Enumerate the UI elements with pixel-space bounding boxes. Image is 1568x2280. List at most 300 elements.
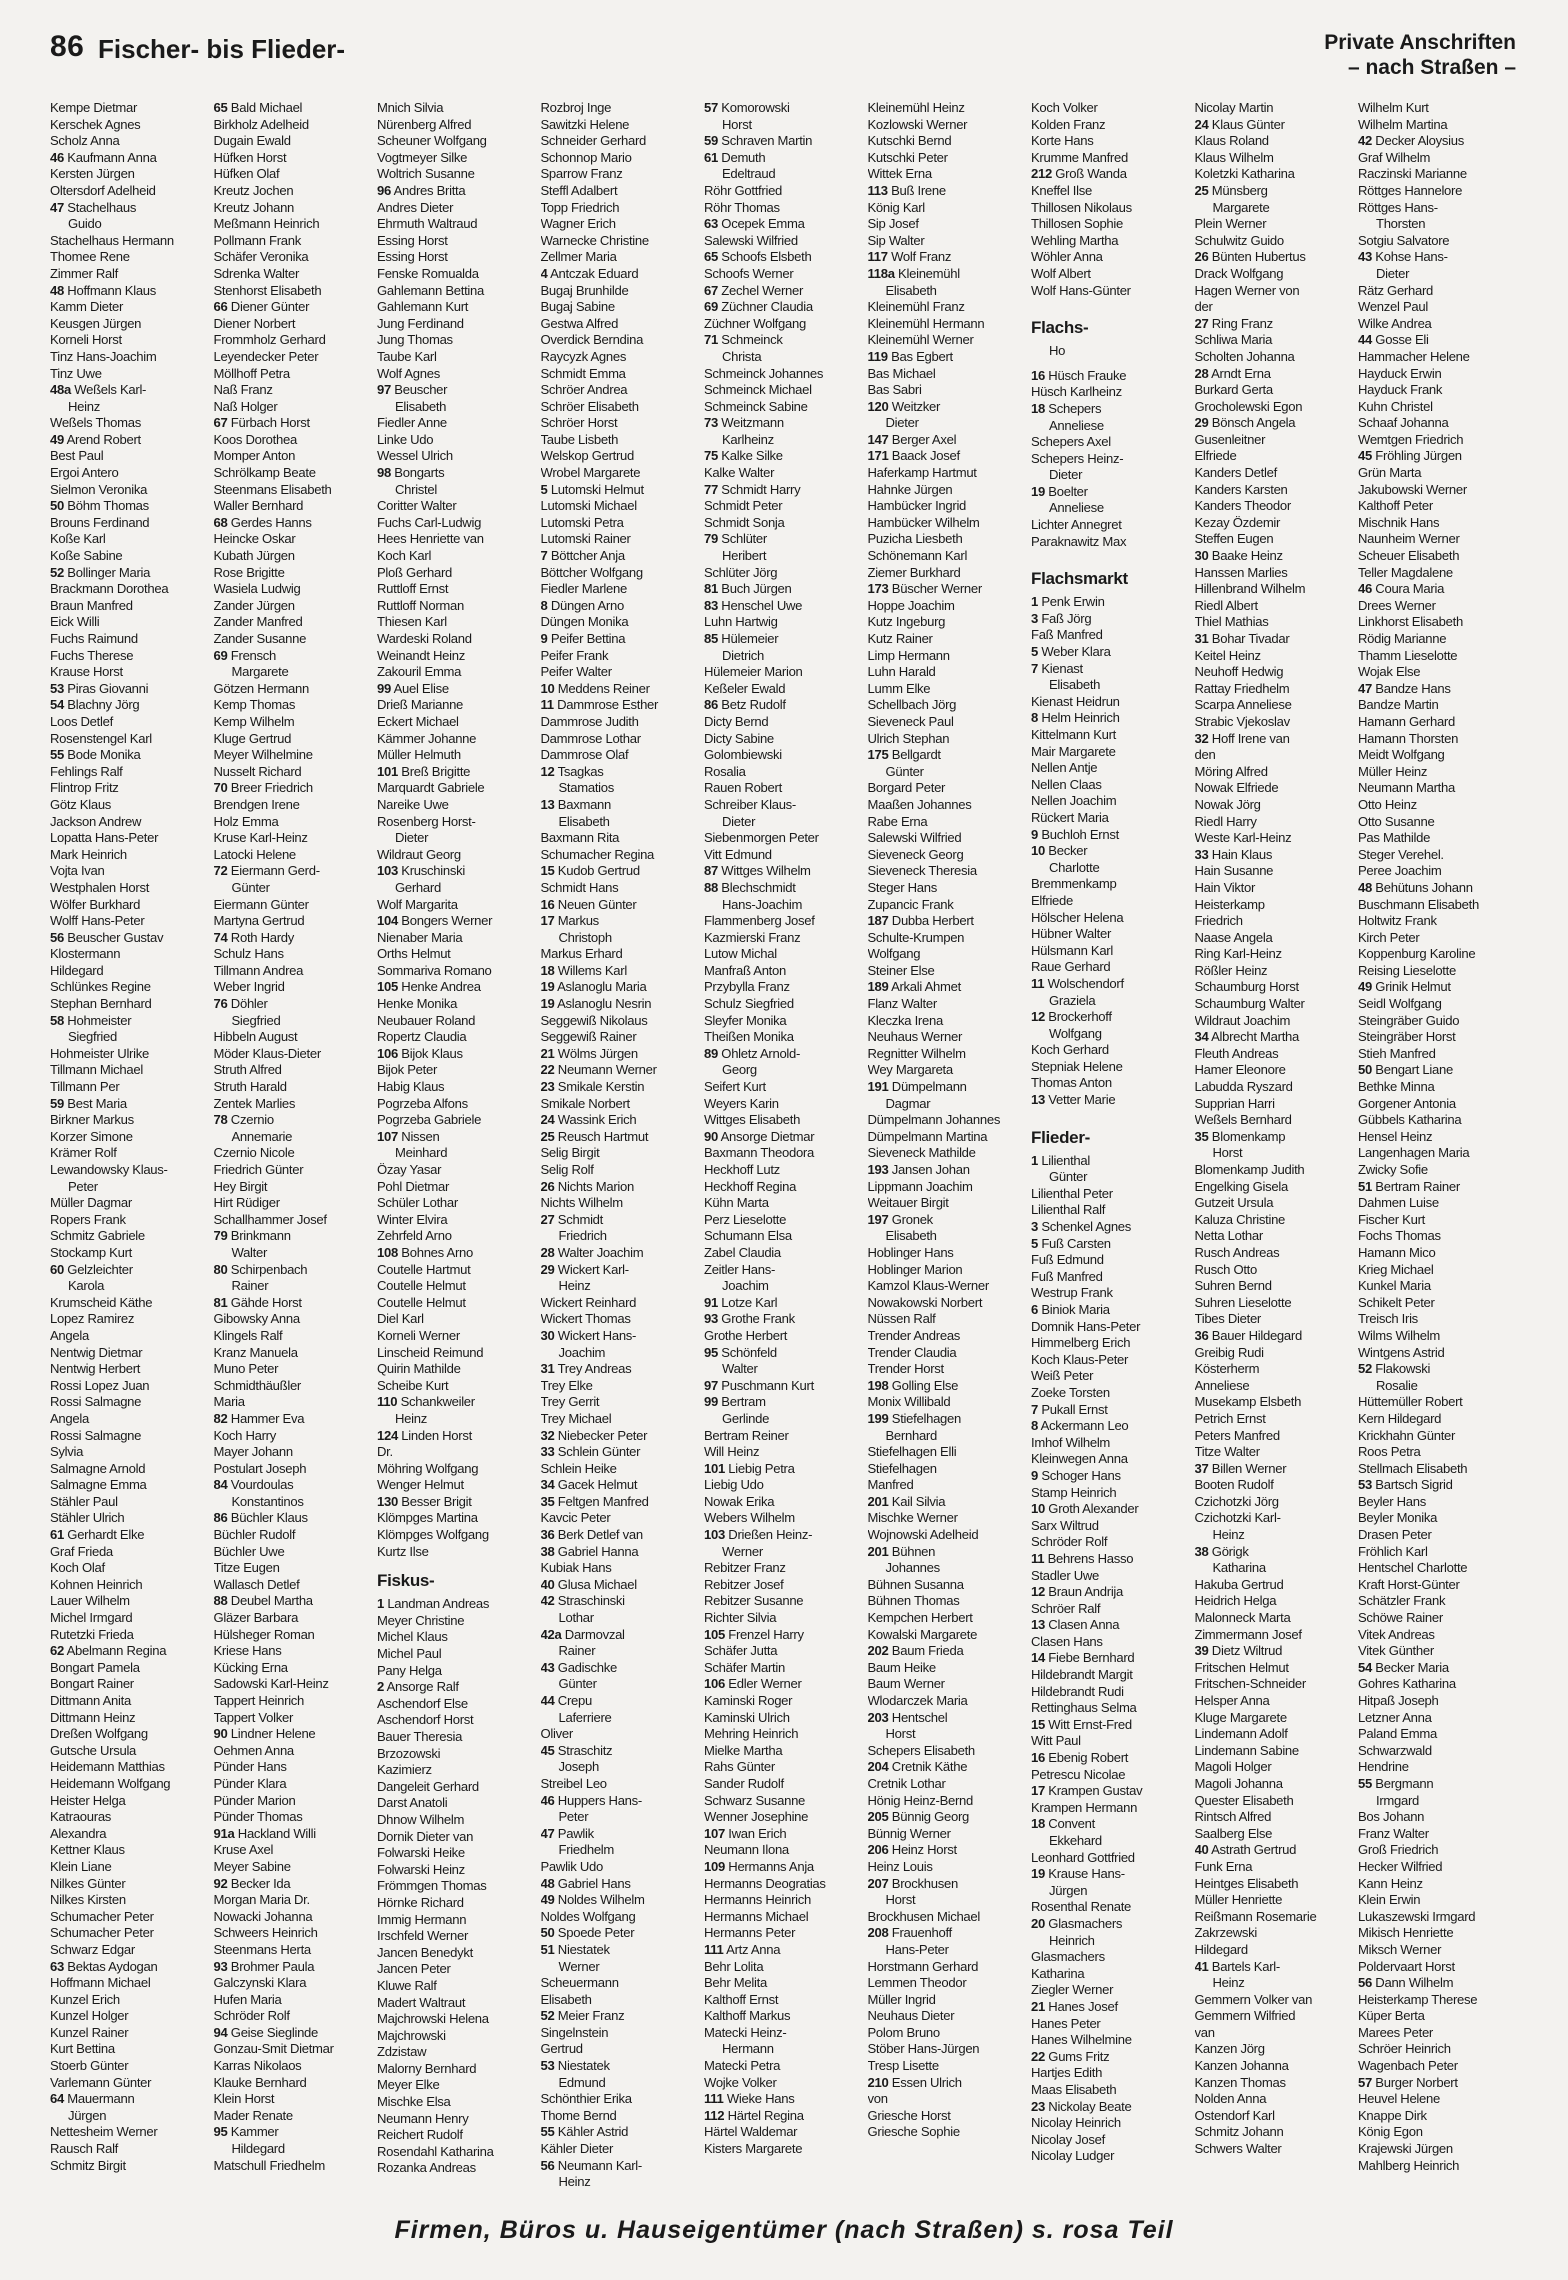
directory-entry: Zakouril Emma [377,664,462,680]
directory-entry: Schulwitz Guido [1194,232,1284,248]
directory-entry: Hübner Walter [1031,926,1112,942]
directory-entry: Walter [231,1244,268,1260]
directory-entry: Rozanka Andreas [377,2160,476,2176]
directory-entry: 95 Schönfeld [704,1344,777,1360]
directory-entry: Rosenthal Renate [1031,1899,1132,1915]
directory-entry: Heinz [558,1278,591,1294]
house-number: 1 [377,1596,384,1612]
directory-entry: Stoerb Günter [50,2058,129,2074]
house-number: 13 [540,796,555,812]
house-number: 98 [377,465,391,481]
directory-entry: 70 Breer Friedrich [213,780,313,796]
directory-entry: Musekamp Elsbeth [1194,1394,1302,1410]
directory-entry: Kubath Jürgen [213,548,295,564]
directory-entry: 7 Böttcher Anja [540,548,625,564]
directory-entry: Krause Horst [50,664,123,680]
directory-entry: Anneliese [1049,417,1104,433]
directory-entry: Möllhoff Petra [213,365,290,381]
directory-entry: Pünder Klara [213,1775,287,1791]
directory-entry: Eckert Michael [377,713,459,729]
directory-entry: Bugaj Brunhilde [540,282,629,298]
directory-entry: 42 Decker Aloysius [1358,133,1464,149]
house-number: 63 [704,216,718,232]
house-number: 175 [867,747,889,763]
directory-entry: Büchler Uwe [213,1543,285,1559]
directory-entry: Wenzel Paul [1358,299,1428,315]
house-number: 17 [1031,1783,1045,1799]
directory-entry: Klein Liane [50,1858,112,1874]
column-spacer [1031,550,1189,558]
directory-entry: Luhn Hartwig [704,614,778,630]
directory-entry: Scheuer Elisabeth [1358,548,1460,564]
directory-entry: Grocholewski Egon [1194,398,1303,414]
directory-entry: Rettinghaus Selma [1031,1700,1137,1716]
directory-entry: Tibes Dieter [1194,1311,1261,1327]
column-spacer [1031,360,1189,368]
directory-entry: Zdzistaw [377,2044,427,2060]
directory-entry: Struth Harald [213,1079,287,1095]
directory-entry: 205 Bünnig Georg [867,1809,969,1825]
directory-entry: Meyer Christine [377,1612,465,1628]
directory-entry: Angela [50,1410,89,1426]
directory-entry: 207 Brockhusen [867,1875,958,1891]
house-number: 64 [50,2091,64,2107]
directory-entry: Tresp Lisette [867,2058,939,2074]
directory-entry: Grün Marta [1358,465,1422,481]
directory-entry: Elisabeth [885,282,937,298]
directory-entry: Heidemann Wolfgang [50,1775,171,1791]
directory-entry: Katharina [1212,1560,1266,1576]
directory-entry: Coutelle Helmut [377,1294,466,1310]
directory-entry: Gahlemann Kurt [377,299,469,315]
directory-entry: Naase Angela [1194,929,1273,945]
directory-entry: Bernhard [885,1427,937,1443]
directory-entry: 16 Hüsch Frauke [1031,367,1127,383]
house-number: 32 [540,1427,555,1443]
directory-entry: Schepers Elisabeth [867,1742,975,1758]
directory-entry: Martyna Gertrud [213,913,305,929]
directory-entry: 103 Drießen Heinz- [704,1527,813,1543]
directory-entry: Rausch Ralf [50,2141,119,2157]
directory-entry: Sieveneck Theresia [867,863,977,879]
directory-entry: Coritter Walter [377,498,457,514]
directory-entry: Jackson Andrew [50,813,142,829]
directory-entry: Züchner Wolfgang [704,315,806,331]
directory-entry: Kolden Franz [1031,116,1106,132]
directory-entry: 17 Krampen Gustav [1031,1783,1143,1799]
directory-entry: Heckhoff Regina [704,1178,797,1194]
directory-entry: Sadowski Karl-Heinz [213,1676,329,1692]
directory-entry: 8 Helm Heinrich [1031,710,1120,726]
directory-entry: Blomenkamp Judith [1194,1162,1305,1177]
house-number: 23 [540,1079,555,1095]
directory-entry: 56 Beuscher Gustav [50,929,164,945]
house-number: 40 [540,1576,555,1592]
directory-entry: Korte Hans [1031,133,1094,149]
directory-entry: 9 Buchloh Ernst [1031,826,1119,842]
directory-entry: Wölfer Burkhard [50,896,141,912]
directory-entry: Sarx Wiltrud [1031,1517,1099,1533]
house-number: 21 [1031,1998,1045,2014]
directory-entry: 49 Arend Robert [50,431,141,447]
directory-entry: Czichotzki Karl- [1194,1510,1281,1526]
directory-entry: Hayduck Erwin [1358,365,1442,381]
directory-entry: Koch Volker [1031,100,1098,115]
house-number: 88 [704,879,718,895]
directory-entry: Kanzen Johanna [1194,2058,1289,2074]
directory-entry: Hüfken Olaf [213,166,280,182]
directory-entry: Joseph [558,1759,599,1775]
directory-entry: Glasmachers [1031,1949,1105,1965]
directory-entry: Hildegard [1194,1941,1248,1957]
house-number: 42 [540,1593,555,1609]
directory-entry: Dagmar [885,1095,931,1111]
directory-entry: Kücking Erna [213,1659,288,1675]
directory-entry: Sparrow Franz [540,166,623,182]
directory-entry: 18 Schepers [1031,400,1102,416]
directory-entry: Schröder Rolf [1031,1534,1108,1550]
directory-entry: Hillenbrand Wilhelm [1194,581,1306,597]
house-number: 1 [1031,594,1038,610]
directory-entry: Laferriere [558,1709,612,1725]
directory-entry: Neumann Ilona [704,1842,789,1858]
directory-entry: Mielke Martha [704,1742,783,1758]
directory-entry: Edeltraud [722,166,776,182]
directory-entry: Fritschen Helmut [1194,1659,1289,1675]
directory-entry: Özay Yasar [377,1162,442,1177]
directory-entry: Stiefelhagen Elli [867,1444,957,1460]
directory-entry: 208 Frauenhoff [867,1925,952,1941]
directory-entry: Elisabeth [540,1991,592,2007]
directory-entry: Kalke Walter [704,465,775,481]
page-header [50,30,1516,96]
directory-entry: Hanssen Marlies [1194,564,1288,580]
directory-entry: Krajewski Jürgen [1358,2141,1453,2157]
directory-entry: Rintsch Alfred [1194,1809,1272,1825]
directory-entry: Kempchen Herbert [867,1610,973,1626]
house-number: 199 [867,1410,889,1426]
house-number: 46 [540,1792,555,1808]
directory-entry: Schönthier Erika [540,2091,632,2107]
directory-entry: Kettner Klaus [50,1842,125,1858]
directory-entry: Flintrop Fritz [50,780,119,796]
directory-entry: Schumacher Regina [540,846,655,862]
directory-entry: 28 Walter Joachim [540,1244,644,1260]
directory-entry: 80 Schirpenbach [213,1261,308,1277]
directory-entry: Schumacher Peter [50,1908,154,1924]
street-heading: Flachsmarkt [1031,569,1128,589]
directory-entry: Thiesen Karl [377,614,447,630]
directory-entry: 189 Arkali Ahmet [867,979,961,995]
directory-entry: 198 Golling Else [867,1377,959,1393]
directory-entry: 191 Dümpelmann [867,1079,967,1095]
directory-entry: Scheuermann [540,1975,619,1991]
directory-entry: Welskop Gertrud [540,448,634,464]
directory-entry: Cretnik Lothar [867,1775,946,1791]
directory-entry: Ropers Frank [50,1211,126,1227]
directory-entry: 90 Ansorge Dietmar [704,1128,815,1144]
house-number: 130 [377,1493,398,1509]
house-number: 193 [867,1162,889,1177]
directory-entry: Kohnen Heinrich [50,1576,143,1592]
directory-entry: Selig Rolf [540,1162,594,1177]
directory-entry: Fuchs Carl-Ludwig [377,514,482,530]
directory-entry: Essing Horst [377,232,448,248]
directory-entry: Kösterherm [1194,1361,1260,1377]
directory-entry: Hildebrandt Margit [1031,1667,1133,1683]
directory-entry: Wenger Helmut [377,1477,464,1493]
directory-entry: Hildegard [50,962,104,978]
directory-entry: Hölscher Helena [1031,909,1124,925]
house-number: 50 [540,1925,555,1941]
directory-entry: Thamm Lieselotte [1358,647,1458,663]
house-number: 79 [704,531,718,547]
directory-entry: Sieveneck Mathilde [867,1145,976,1161]
directory-entry: Kanders Theodor [1194,498,1291,514]
house-number: 105 [377,979,398,995]
directory-entry: Weyers Karin [704,1095,779,1111]
house-number: 24 [540,1112,555,1128]
directory-entry: Eiermann Günter [213,896,309,912]
page-range-title: Fischer- bis Flieder- [98,34,346,64]
directory-entry: Krumme Manfred [1031,149,1128,165]
directory-entry: Nicolay Martin [1194,100,1274,115]
directory-entry: Nolden Anna [1194,2091,1267,2107]
directory-entry: Jancen Benedykt [377,1944,473,1960]
directory-entry: Dammrose Lothar [540,730,641,746]
house-number: 52 [50,564,64,580]
directory-entry: Kurtz Ilse [377,1543,429,1559]
directory-entry: Angela [50,1327,89,1343]
directory-entry: Bühnen Susanna [867,1576,964,1592]
directory-entry: Kähler Dieter [540,2141,614,2157]
directory-entry: Schrölkamp Beate [213,465,316,481]
directory-entry: Hohmeister Ulrike [50,1045,149,1061]
directory-entry: 12 Brockerhoff [1031,1009,1112,1025]
directory-entry: 46 Kaufmann Anna [50,149,157,165]
directory-entry: Hermanns Heinrich [704,1892,811,1908]
directory-entry: 89 Ohletz Arnold- [704,1045,801,1061]
directory-entry: Stiefelhagen [867,1460,937,1476]
directory-entry: Dr. [377,1444,393,1460]
directory-entry: Weber Ingrid [213,979,285,995]
house-number: 49 [1358,979,1372,995]
directory-entry: Lopatta Hans-Peter [50,830,159,846]
directory-entry: 5 Weber Klara [1031,644,1111,660]
directory-entry: Vitt Edmund [704,846,772,862]
directory-entry: Maaßen Johannes [867,796,972,812]
house-number: 59 [704,133,718,149]
house-number: 51 [540,1941,555,1957]
directory-entry: 13 Baxmann [540,796,612,812]
directory-entry: Seidl Wolfgang [1358,996,1442,1012]
directory-entry: Heribert [722,548,767,564]
directory-entry: Christa [722,348,762,364]
directory-entry: Dugain Ewald [213,133,291,149]
directory-entry: Puzicha Liesbeth [867,531,963,547]
directory-entry: Heincke Oskar [213,531,296,547]
directory-entry: 42 Straschinski [540,1593,625,1609]
directory-entry: Schaaf Johanna [1358,415,1449,431]
directory-entry: Domnik Hans-Peter [1031,1318,1141,1334]
directory-entry: Friedrich Günter [213,1162,304,1177]
directory-entry: 30 Baake Heinz [1194,548,1283,564]
directory-entry: 42a Darmovzal [540,1626,625,1642]
directory-entry: Kunkel Maria [1358,1278,1431,1294]
directory-entry: 30 Wickert Hans- [540,1327,637,1343]
directory-entry: Griesche Sophie [867,2124,960,2140]
directory-entry: 12 Braun Andrija [1031,1584,1124,1600]
directory-entry: Kluwe Ralf [377,1977,437,1993]
directory-entry: Elfriede [1031,892,1073,908]
directory-entry: Schreiber Klaus- [704,796,796,812]
house-number: 56 [540,2157,555,2173]
directory-entry: Rahs Günter [704,1759,775,1775]
directory-entry: Topp Friedrich [540,199,620,215]
directory-entry: Hartjes Edith [1031,2065,1103,2081]
directory-entry: Trey Gerrit [540,1394,600,1410]
directory-entry: Koch Gerhard [1031,1042,1109,1058]
directory-entry: Wallasch Detlef [213,1576,300,1592]
directory-entry: Kalthoff Ernst [704,1991,779,2007]
directory-entry: 201 Kail Silvia [867,1493,946,1509]
house-number: 106 [377,1045,398,1061]
directory-entry: Schmeinck Sabine [704,398,808,414]
house-number: 187 [867,913,889,929]
house-number: 10 [540,680,555,696]
directory-entry: Dicty Bernd [704,713,769,729]
directory-entry: Kämmer Johanne [377,730,477,746]
directory-entry: 11 Dammrose Esther [540,697,659,713]
directory-entry: Nicolay Heinrich [1031,2115,1121,2131]
house-number: 201 [867,1543,889,1559]
directory-entry: Krampen Hermann [1031,1799,1138,1815]
directory-entry: Marees Peter [1358,2024,1433,2040]
house-number: 53 [540,2058,555,2074]
directory-entry: 117 Wolf Franz [867,249,952,265]
house-number: 57 [704,100,718,115]
directory-entry: Schliwa Maria [1194,332,1273,348]
directory-entry: Kunzel Erich [50,1991,120,2007]
directory-entry: Kuhn Christel [1358,398,1433,414]
house-number: 91a [213,1825,235,1841]
directory-entry: 79 Brinkmann [213,1228,291,1244]
directory-column [541,100,699,2210]
directory-entry: 104 Bongers Werner [377,913,493,929]
directory-entry: Alexandra [50,1825,107,1841]
directory-entry: Kleinemühl Heinz [867,100,965,115]
directory-entry: Beyler Hans [1358,1493,1427,1509]
directory-entry: Wittges Elisabeth [704,1112,801,1128]
directory-entry: 62 Abelmann Regina [50,1643,167,1659]
directory-entry: Friedhelm [558,1842,615,1858]
directory-entry: 111 Wieke Hans [704,2091,795,2107]
directory-entry: Westrup Frank [1031,1285,1113,1301]
directory-entry: 112 Härtel Regina [704,2107,804,2123]
directory-entry: Wickert Thomas [540,1311,631,1327]
directory-entry: Majchrowski [377,2027,446,2043]
directory-entry: Hermanns Deogratias [704,1875,826,1891]
directory-entry: Dittmann Heinz [50,1709,136,1725]
directory-entry: Joachim [722,1278,769,1294]
directory-entry: Wittek Erna [867,166,932,182]
directory-entry: 108 Bohnes Arno [377,1244,473,1260]
directory-entry: Kriese Hans [213,1643,282,1659]
directory-entry: 99 Bertram [704,1394,766,1410]
house-number: 41 [1194,1958,1209,1974]
directory-entry: Wintgens Astrid [1358,1344,1445,1360]
directory-entry: 101 Liebig Petra [704,1460,795,1476]
directory-entry: Schoofs Werner [704,265,794,281]
directory-entry: 94 Geise Sieglinde [213,2024,319,2040]
directory-entry: Thillosen Sophie [1031,216,1124,232]
directory-entry: Schmidt Emma [540,365,626,381]
directory-entry: Lutomski Rainer [540,531,631,547]
directory-entry: Schwarz Susanne [704,1792,806,1808]
directory-entry: Magoli Holger [1194,1759,1272,1775]
directory-entry: 24 Wassink Erich [540,1112,637,1128]
directory-entry: Gibowsky Anna [213,1311,300,1327]
directory-entry: Dümpelmann Martina [867,1128,988,1144]
directory-entry: Siebenmorgen Peter [704,830,819,846]
directory-entry: Wilke Andrea [1358,315,1432,331]
directory-entry: Baum Heike [867,1659,936,1675]
directory-entry: Wenner Josephine [704,1809,809,1825]
directory-entry: 66 Diener Günter [213,299,310,315]
directory-entry: Kühn Marta [704,1195,769,1211]
directory-entry: Röhr Gottfried [704,182,783,198]
directory-entry: Ekkehard [1049,1833,1102,1848]
directory-entry: 105 Henke Andrea [377,979,481,995]
directory-entry: Brockhusen Michael [867,1908,981,1924]
directory-entry: Heister Helga [50,1792,126,1808]
house-number: 45 [1358,448,1372,464]
directory-entry: Steingräber Guido [1358,1012,1460,1028]
directory-entry: 45 Straschitz [540,1742,613,1758]
directory-entry: Salewski Wilfried [704,232,798,248]
directory-entry: Diener Norbert [213,315,296,331]
directory-entry: Rutetzki Frieda [50,1626,134,1642]
directory-entry: Rusch Andreas [1194,1244,1280,1260]
house-number: 92 [213,1875,228,1891]
directory-entry: Ring Karl-Heinz [1194,946,1282,962]
directory-entry: Gestwa Alfred [540,315,619,331]
directory-entry: Fröhlich Karl [1358,1543,1428,1559]
directory-entry: Luhn Harald [867,664,936,680]
directory-entry: Lopez Ramirez [50,1311,135,1327]
house-number: 7 [1031,1401,1038,1417]
house-number: 10 [1031,843,1045,859]
directory-entry: Sip Josef [867,216,919,232]
directory-entry: Fleuth Andreas [1194,1045,1279,1061]
directory-entry: Nellen Joachim [1031,793,1117,809]
directory-entry: Karras Nikolaos [213,2058,302,2074]
house-number: 38 [1194,1543,1209,1559]
directory-entry: Meyer Wilhelmine [213,747,313,763]
house-number: 42a [540,1626,562,1642]
directory-entry: Peter [558,1809,589,1825]
directory-entry: Heinz [558,2174,591,2190]
directory-entry: Gläzer Barbara [213,1610,299,1626]
directory-entry: Neuhaus Werner [867,1029,963,1045]
street-heading: Fiskus- [377,1571,435,1591]
directory-entry: König Egon [1358,2124,1423,2140]
directory-entry: 39 Dietz Wiltrud [1194,1643,1283,1659]
directory-entry: Wolf Hans-Günter [1031,282,1131,298]
directory-entry: 13 Clasen Anna [1031,1617,1120,1633]
directory-entry: Naß Franz [213,382,273,398]
directory-entry: Dreßen Wolfgang [50,1726,148,1742]
